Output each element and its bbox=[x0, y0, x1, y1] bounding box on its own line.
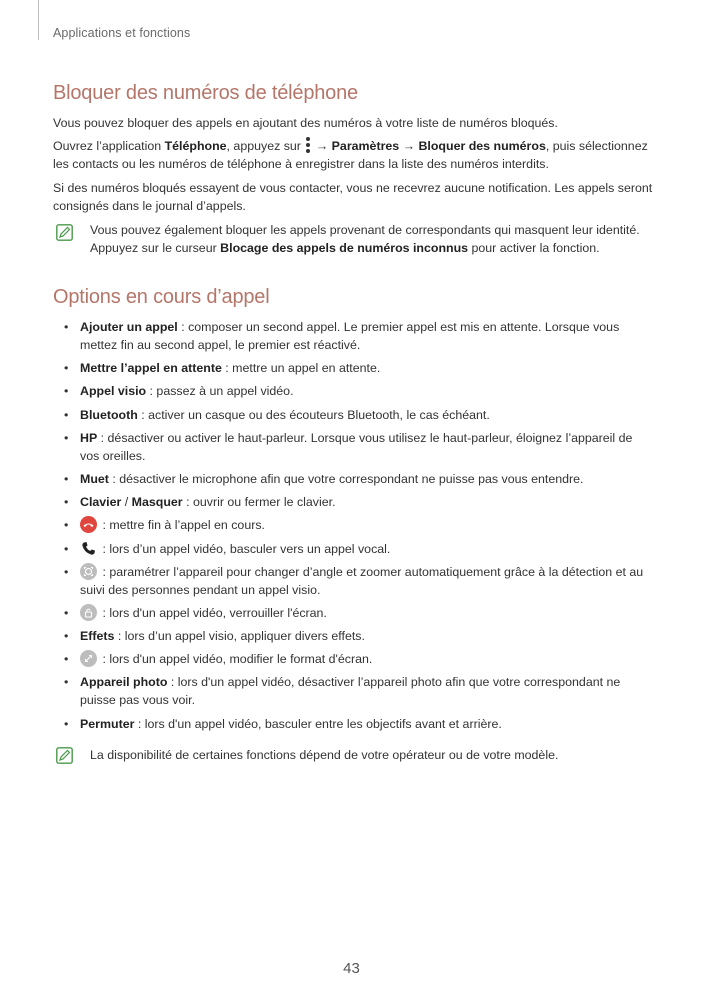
screen-ratio-icon bbox=[80, 650, 97, 667]
note-icon bbox=[56, 224, 73, 241]
list-item: • Appel visio : passez à un appel vidéo. bbox=[64, 382, 654, 400]
page-number: 43 bbox=[343, 960, 360, 977]
voice-call-icon bbox=[80, 540, 97, 557]
paragraph-intro: Vous pouvez bloquer des appels en ajoutant des numéros à votre liste de numéros bloqués. bbox=[53, 116, 558, 130]
call-options-list bbox=[64, 318, 654, 738]
list-item: • Effets : lors d’un appel visio, appliquer divers effets. bbox=[64, 627, 654, 645]
lock-screen-icon bbox=[80, 604, 97, 621]
paragraph-instructions: Ouvrez l’application Téléphone, appuyez sur → Paramètres → Bloquer des numéros, puis sélectionnez les contacts ou les numéros de téléphone à enregistrer dans la liste des numéros interdits. bbox=[53, 139, 648, 171]
list-item: • : mettre fin à l’appel en cours. bbox=[64, 516, 654, 534]
list-item: • Appareil photo : lors d'un appel vidéo, désactiver l’appareil photo afin que votre correspondant ne puisse pas vous voir. bbox=[64, 673, 654, 709]
list-item: • : paramétrer l’appareil pour changer d’angle et zoomer automatiquement grâce à la détection et au suivi des personnes pendant un appel visio. bbox=[64, 563, 654, 599]
section-title-call-options: Options en cours d’appel bbox=[53, 286, 270, 308]
more-options-icon bbox=[305, 137, 311, 153]
list-item: • Ajouter un appel : composer un second appel. Le premier appel est mis en attente. Lorsque vous mettez fin au second appel, le premier est réactivé. bbox=[64, 318, 654, 354]
list-item: • Muet : désactiver le microphone afin que votre correspondant ne puisse pas vous entendre. bbox=[64, 470, 654, 488]
note-block-unknown: Vous pouvez également bloquer les appels provenant de correspondants qui masquent leur identité. Appuyez sur le curseur Blocage des appels de numéros inconnus pour activer la fonction. bbox=[90, 223, 640, 255]
list-item: • HP : désactiver ou activer le haut-parleur. Lorsque vous utilisez le haut-parleur, éloignez l’appareil de vos oreilles. bbox=[64, 429, 654, 465]
list-item: • Clavier / Masquer : ouvrir ou fermer le clavier. bbox=[64, 493, 654, 511]
list-item: • : lors d’un appel vidéo, basculer vers un appel vocal. bbox=[64, 540, 654, 558]
section-title-block-numbers: Bloquer des numéros de téléphone bbox=[53, 82, 358, 104]
list-item: • Mettre l’appel en attente : mettre un appel en attente. bbox=[64, 359, 654, 377]
list-item: • : lors d'un appel vidéo, verrouiller l'écran. bbox=[64, 604, 654, 622]
list-item: • Bluetooth : activer un casque ou des écouteurs Bluetooth, le cas échéant. bbox=[64, 406, 654, 424]
note-availability: La disponibilité de certaines fonctions dépend de votre opérateur ou de votre modèle. bbox=[90, 748, 559, 762]
page-margin-rule bbox=[38, 0, 39, 40]
end-call-icon bbox=[80, 516, 97, 533]
list-item: • Permuter : lors d'un appel vidéo, basculer entre les objectifs avant et arrière. bbox=[64, 715, 654, 733]
list-item: • : lors d'un appel vidéo, modifier le format d'écran. bbox=[64, 650, 654, 668]
setting-block-unknown-numbers: Blocage des appels de numéros inconnus bbox=[220, 241, 469, 255]
menu-settings: Paramètres bbox=[331, 139, 400, 153]
auto-framing-icon bbox=[80, 563, 97, 580]
menu-block-numbers: Bloquer des numéros bbox=[418, 139, 546, 153]
paragraph-blocked-info: Si des numéros bloqués essayent de vous contacter, vous ne recevrez aucune notification. Les appels seront consignés dans le journal d’appels. bbox=[53, 181, 653, 213]
note-icon bbox=[56, 747, 73, 764]
running-head: Applications et fonctions bbox=[53, 26, 191, 40]
app-name-phone: Téléphone bbox=[164, 139, 227, 153]
